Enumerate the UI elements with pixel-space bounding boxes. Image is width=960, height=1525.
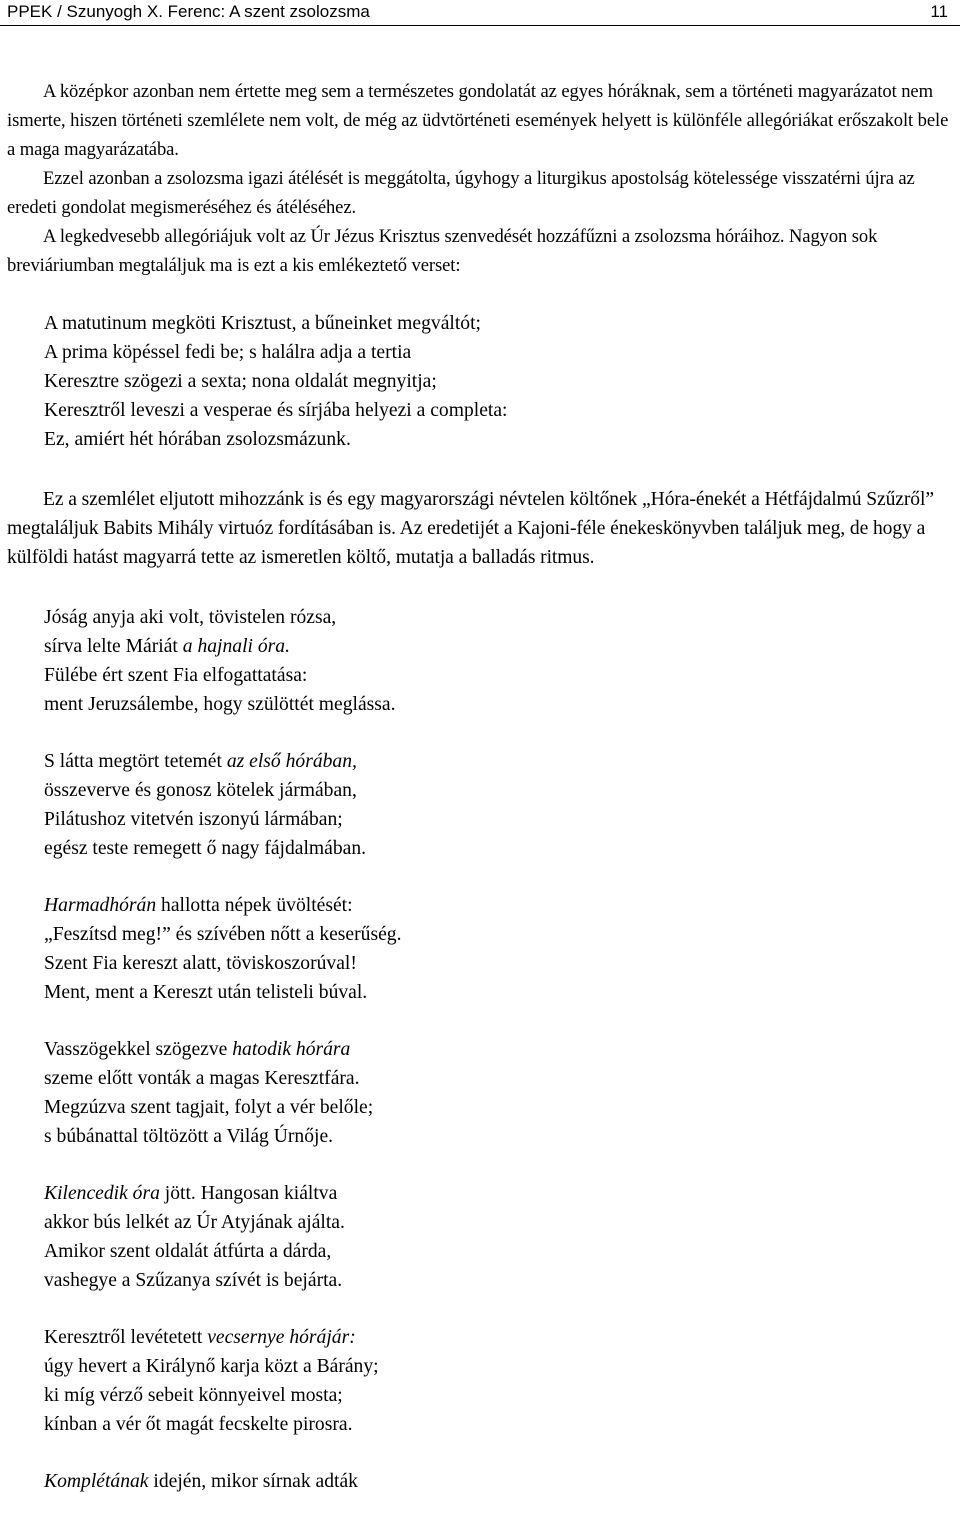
verse-line: A matutinum megköti Krisztust, a bűneinket megváltót;: [44, 313, 481, 334]
poem-stanza: [44, 747, 953, 863]
poem-line-text: S látta megtört tetemét: [44, 751, 227, 772]
poem-line: vashegye a Szűzanya szívét is bejárta.: [44, 1270, 343, 1291]
poem-line-text: Vasszögekkel szögezve: [44, 1039, 233, 1060]
poem-line: akkor bús lelkét az Úr Atyjának ajálta.: [44, 1212, 345, 1233]
poem-line: úgy hevert a Királynő karja közt a Bárány;: [44, 1356, 379, 1377]
poem-stanza: [44, 1323, 953, 1439]
verse-line: Ez, amiért hét hórában zsolozsmázunk.: [44, 429, 351, 450]
poem-line: Szent Fia kereszt alatt, töviskoszorúval!: [44, 953, 357, 974]
intro-paragraphs: [7, 77, 953, 280]
verse-line: Keresztre szögezi a sexta; nona oldalát megnyitja;: [44, 371, 437, 392]
poem-line-italic: vecsernye hórájár:: [207, 1327, 356, 1348]
poem-stanza: [44, 1035, 953, 1151]
mnemonic-verse: [7, 309, 953, 454]
poem-line: Fülébe ért szent Fia elfogattatása:: [44, 665, 308, 686]
header-divider: [0, 25, 960, 26]
poem-line: Pilátushoz vitetvén iszonyú lármában;: [44, 809, 343, 830]
poem-line-italic: Kilencedik óra: [44, 1183, 160, 1204]
verse-line: A prima köpéssel fedi be; s halálra adja a tertia: [44, 342, 412, 363]
poem: [7, 603, 953, 1496]
poem-line-text: sírva lelte Máriát: [44, 636, 183, 657]
poem-stanza: [44, 603, 953, 719]
paragraph: Ez a szemlélet eljutott mihozzánk is és egy magyarországi névtelen költőnek „Hóra-énekét a Hétfájdalmú Szűzről” megtaláljuk Babits Mihály virtuóz fordításában is. Az eredetijét a Kajoni-féle énekeskönyvben találjuk meg, de hogy a külföldi hatást magyarrá tette az ismeretlen költő, mutatja a balladás ritmus.: [7, 489, 934, 568]
poem-line: s búbánattal töltözött a Világ Úrnője.: [44, 1126, 334, 1147]
poem-line: [44, 747, 953, 776]
poem-stanza: [44, 1179, 953, 1295]
poem-line: [44, 1179, 953, 1208]
poem-line: [44, 891, 953, 920]
poem-line-text: jött. Hangosan kiáltva: [159, 1183, 338, 1204]
poem-line-italic: a hajnali óra.: [182, 636, 290, 657]
verse-line: Keresztről leveszi a vesperae és sírjába helyezi a completa:: [44, 400, 508, 421]
poem-line: „Feszítsd meg!” és szívében nőtt a keserűség.: [44, 924, 402, 945]
poem-line-italic: az első hórában,: [226, 751, 357, 772]
page-number: 11: [930, 2, 948, 21]
poem-line: [44, 1323, 953, 1352]
poem-line-text: Keresztről levétetett: [44, 1327, 208, 1348]
poem-line: kínban a vér őt magát fecskelte pirosra.: [44, 1414, 353, 1435]
poem-line-italic: hatodik hórára: [232, 1039, 351, 1060]
poem-line: ki míg vérző sebeit könnyeivel mosta;: [44, 1385, 343, 1406]
poem-line-text: idején, mikor sírnak adták: [148, 1471, 358, 1492]
paragraph: A középkor azonban nem értette meg sem a természetes gondolatát az egyes hóráknak, sem a történeti magyarázatot nem ismerte, hiszen történeti szemlélete nem volt, de még az üdvtörténeti események helyett is különféle allegóriákat erőszakolt bele a maga magyarázatába.: [7, 81, 949, 160]
poem-line: Ment, ment a Kereszt után telisteli búval.: [44, 982, 368, 1003]
babits-paragraph: [7, 485, 953, 572]
page-header: [0, 0, 960, 26]
document-body: [7, 77, 953, 1496]
poem-line: egész teste remegett ő nagy fájdalmában.: [44, 838, 367, 859]
poem-line: ment Jeruzsálembe, hogy szülöttét meglássa.: [44, 694, 396, 715]
poem-line-text: hallotta népek üvöltését:: [156, 895, 353, 916]
poem-stanza: [44, 891, 953, 1007]
poem-line: szeme előtt vonták a magas Keresztfára.: [44, 1068, 360, 1089]
poem-line: [44, 1467, 953, 1496]
poem-line: Jóság anyja aki volt, tövistelen rózsa,: [44, 607, 337, 628]
poem-line-italic: Komplétának: [44, 1471, 149, 1492]
poem-line: Amikor szent oldalát átfúrta a dárda,: [44, 1241, 332, 1262]
poem-line-italic: Harmadhórán: [44, 895, 157, 916]
paragraph: Ezzel azonban a zsolozsma igazi átélését is meggátolta, úgyhogy a liturgikus apostolság kötelessége visszatérni újra az eredeti gondolat megismeréséhez és átéléséhez.: [7, 168, 915, 218]
poem-line: összeverve és gonosz kötelek jármában,: [44, 780, 357, 801]
document-title: PPEK / Szunyogh X. Ferenc: A szent zsolozsma: [7, 2, 370, 21]
poem-line: [44, 1035, 953, 1064]
poem-line: Megzúzva szent tagjait, folyt a vér belőle;: [44, 1097, 374, 1118]
paragraph: A legkedvesebb allegóriájuk volt az Úr Jézus Krisztus szenvedését hozzáfűzni a zsolozsma hóráihoz. Nagyon sok breviáriumban megtaláljuk ma is ezt a kis emlékeztető verset:: [7, 226, 878, 276]
poem-stanza: [44, 1467, 953, 1496]
poem-line: [44, 632, 953, 661]
